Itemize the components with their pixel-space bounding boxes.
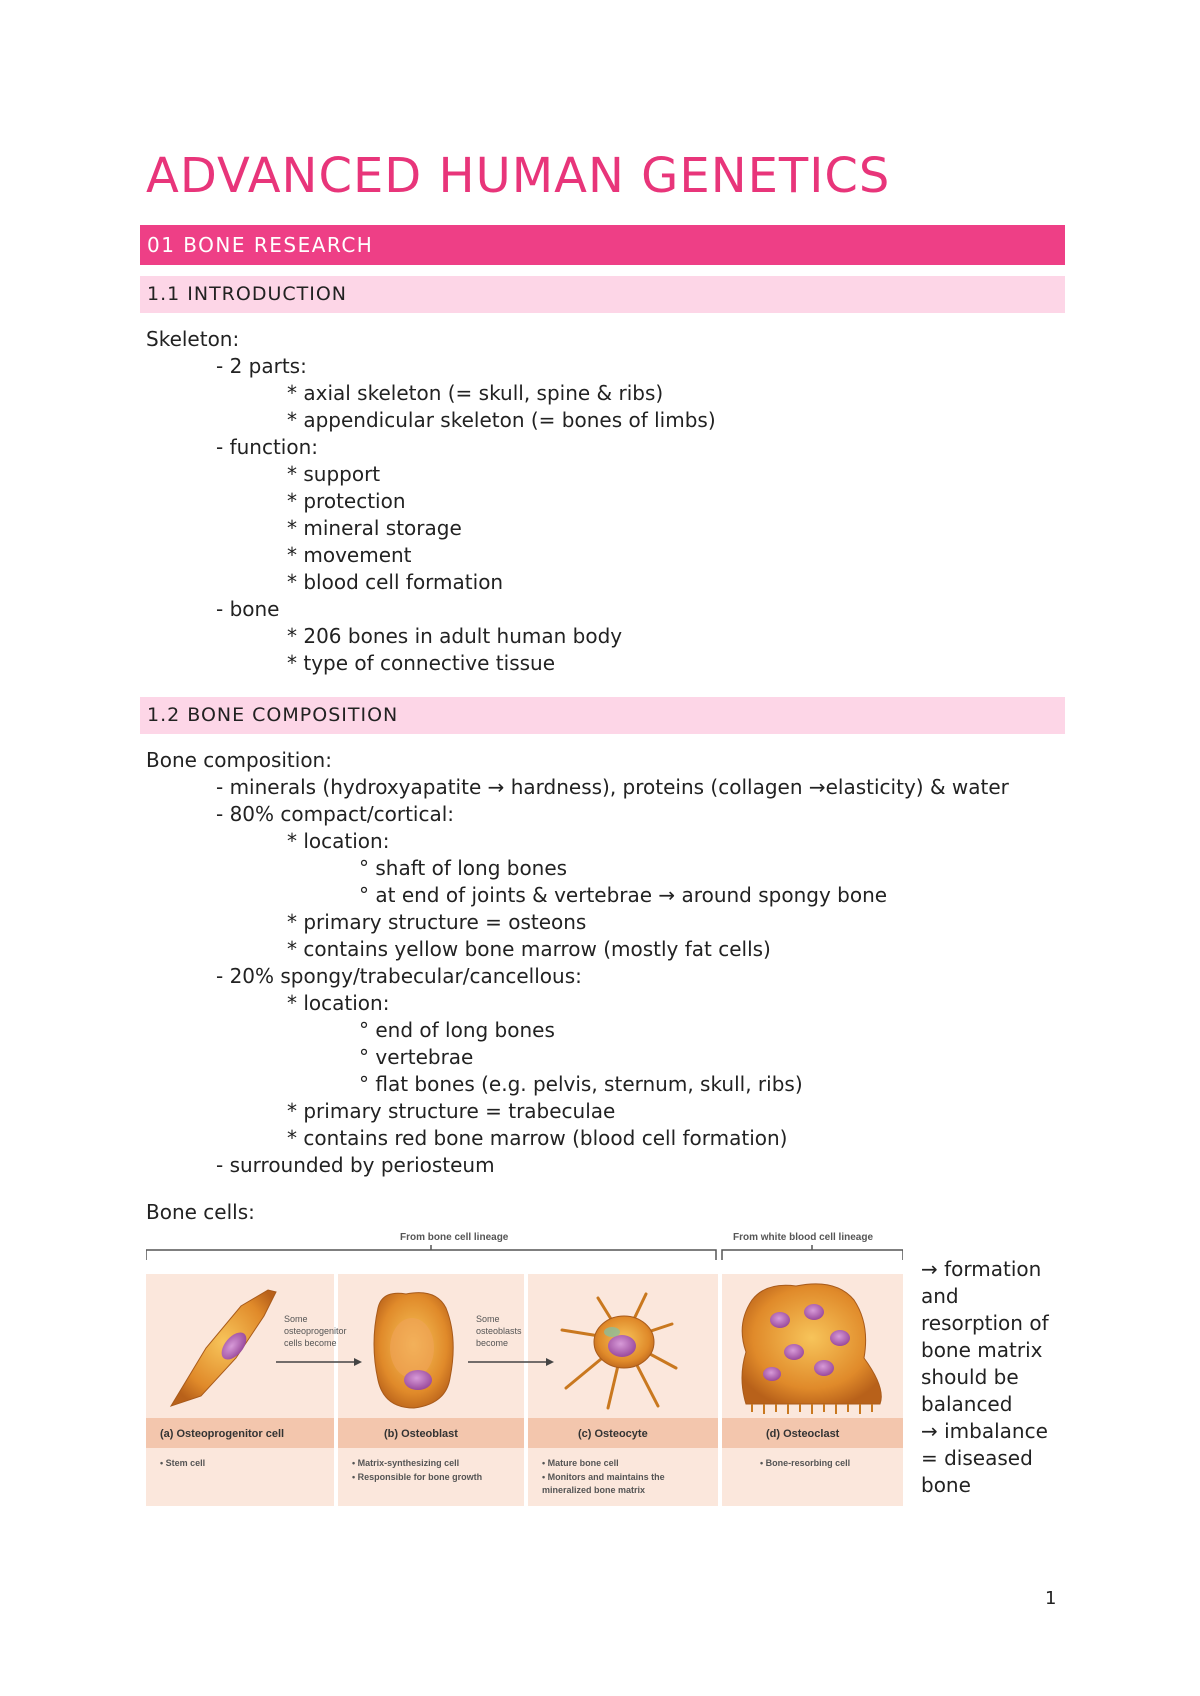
note-line: = diseased (921, 1446, 1033, 1470)
text-line: * appendicular skeleton (= bones of limbs) (287, 408, 716, 432)
text-line: * mineral storage (287, 516, 462, 540)
section-heading-bone-composition: 1.2 BONE COMPOSITION (140, 697, 1065, 734)
text-line: ° end of long bones (359, 1018, 555, 1042)
text-line: - function: (216, 435, 319, 459)
text-line: ° flat bones (e.g. pelvis, sternum, skull, ribs) (359, 1072, 803, 1096)
lineage-blood-label: From white blood cell lineage (733, 1232, 874, 1243)
osteoblast-cell-illustration (374, 1293, 453, 1408)
note-line: and (921, 1284, 959, 1308)
transition-text: osteoprogenitor (284, 1326, 347, 1336)
cell-note: • Mature bone cell (542, 1458, 619, 1468)
bone-balance-note (921, 1256, 1071, 1499)
lineage-bone-label: From bone cell lineage (400, 1232, 509, 1243)
transition-text: cells become (284, 1338, 337, 1348)
text-line: Bone composition: (146, 748, 332, 772)
lineage-brackets (146, 1245, 903, 1260)
text-line: - 2 parts: (216, 354, 307, 378)
cell-note: • Matrix-synthesizing cell (352, 1458, 460, 1468)
transition-text: become (476, 1338, 509, 1348)
text-line: * protection (287, 489, 406, 513)
text-line: * primary structure = osteons (287, 910, 587, 934)
text-line: * contains red bone marrow (blood cell formation) (287, 1126, 788, 1150)
cell-label-osteocyte: (c) Osteocyte (578, 1428, 648, 1440)
text-line: * primary structure = trabeculae (287, 1099, 616, 1123)
cell-note: • Bone-resorbing cell (760, 1458, 851, 1468)
cell-note: • Responsible for bone growth (352, 1472, 483, 1482)
note-line: → imbalance (921, 1419, 1048, 1443)
transition-text: Some (284, 1314, 308, 1324)
cell-label-osteoprogenitor: (a) Osteoprogenitor cell (160, 1428, 285, 1440)
page-number: 1 (1045, 1588, 1057, 1609)
text-line: ° shaft of long bones (359, 856, 568, 880)
note-line: bone (921, 1473, 971, 1497)
transition-text: Some (476, 1314, 500, 1324)
transition-text: osteoblasts (476, 1326, 522, 1336)
text-line: * location: (287, 829, 390, 853)
text-line: - 20% spongy/trabecular/cancellous: (216, 964, 582, 988)
text-line: * 206 bones in adult human body (287, 624, 623, 648)
cell-label-osteoclast: (d) Osteoclast (766, 1428, 840, 1440)
cell-note: mineralized bone matrix (542, 1485, 646, 1495)
text-line: ° at end of joints & vertebrae → around spongy bone (359, 883, 888, 907)
text-line: * support (287, 462, 381, 486)
osteocyte-cell-body (594, 1316, 654, 1368)
text-line: * location: (287, 991, 390, 1015)
text-line: * movement (287, 543, 412, 567)
text-line: * axial skeleton (= skull, spine & ribs) (287, 381, 664, 405)
cell-label-osteoblast: (b) Osteoblast (384, 1428, 458, 1440)
text-line: - bone (216, 597, 280, 621)
note-line: → formation (921, 1257, 1042, 1281)
section-heading-introduction: 1.1 INTRODUCTION (140, 276, 1065, 313)
text-line: - minerals (hydroxyapatite → hardness), proteins (collagen →elasticity) & water (216, 775, 1009, 799)
text-line: * blood cell formation (287, 570, 504, 594)
text-line: - surrounded by periosteum (216, 1153, 495, 1177)
text-line: * type of connective tissue (287, 651, 556, 675)
text-line: Skeleton: (146, 327, 240, 351)
cell-note: • Monitors and maintains the (542, 1472, 665, 1482)
bone-cells-label: Bone cells: (146, 1200, 255, 1224)
document-title: ADVANCED HUMAN GENETICS (146, 148, 891, 204)
note-line: resorption of (921, 1311, 1049, 1335)
bone-cells-figure (146, 1228, 903, 1506)
text-line: ° vertebrae (359, 1045, 474, 1069)
note-line: balanced (921, 1392, 1013, 1416)
note-line: bone matrix (921, 1338, 1043, 1362)
note-line: should be (921, 1365, 1019, 1389)
cell-note: • Stem cell (160, 1458, 206, 1468)
chapter-heading: 01 BONE RESEARCH (140, 225, 1065, 265)
text-line: * contains yellow bone marrow (mostly fat cells) (287, 937, 771, 961)
text-line: - 80% compact/cortical: (216, 802, 455, 826)
